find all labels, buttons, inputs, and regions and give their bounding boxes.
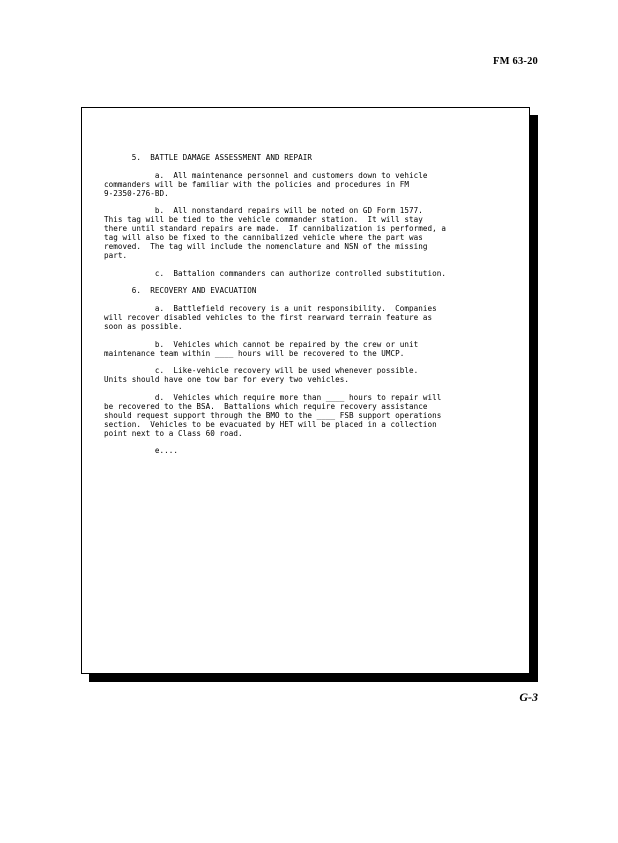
text-line: removed. The tag will include the nomenclature and NSN of the missing <box>104 241 428 251</box>
text-line: 6. RECOVERY AND EVACUATION <box>104 286 257 296</box>
text-line: a. All maintenance personnel and customers down to vehicle <box>104 170 428 180</box>
text-line: maintenance team within ____ hours will be recovered to the UMCP. <box>104 348 405 358</box>
text-line: b. All nonstandard repairs will be noted on GD Form 1577. <box>104 206 423 216</box>
document-body <box>104 154 508 456</box>
text-line: c. Like-vehicle recovery will be used whenever possible. <box>104 366 419 376</box>
text-line: will recover disabled vehicles to the first rearward terrain feature as <box>104 313 433 323</box>
text-line: point next to a Class 60 road. <box>104 428 243 438</box>
text-line: should request support through the BMO to the ____ FSB support operations <box>104 410 442 420</box>
text-line: Units should have one tow bar for every two vehicles. <box>104 375 349 385</box>
text-line: part. <box>104 250 128 260</box>
page-number: G-3 <box>519 690 538 704</box>
text-line: d. Vehicles which require more than ____ hours to repair will <box>104 393 442 403</box>
text-line: This tag will be tied to the vehicle commander station. It will stay <box>104 215 423 225</box>
text-line: c. Battalion commanders can authorize controlled substitution. <box>104 268 447 278</box>
text-line: be recovered to the BSA. Battalions which require recovery assistance <box>104 401 428 411</box>
text-line: section. Vehicles to be evacuated by HET will be placed in a collection <box>104 419 437 429</box>
document-reference: FM 63-20 <box>492 56 538 67</box>
text-line: b. Vehicles which cannot be repaired by the crew or unit <box>104 339 419 349</box>
text-line: 5. BATTLE DAMAGE ASSESSMENT AND REPAIR <box>104 153 312 162</box>
text-line: 9-2350-276-BD. <box>104 188 169 198</box>
text-line: there until standard repairs are made. If cannibalization is performed, a <box>104 224 447 234</box>
text-line: e.... <box>104 446 178 456</box>
text-line: a. Battlefield recovery is a unit responsibility. Companies <box>104 304 437 314</box>
text-line: soon as possible. <box>104 321 183 331</box>
text-line: commanders will be familiar with the policies and procedures in FM <box>104 179 410 189</box>
document-sheet <box>81 107 530 674</box>
text-line: tag will also be fixed to the cannibalized vehicle where the part was <box>104 233 423 243</box>
